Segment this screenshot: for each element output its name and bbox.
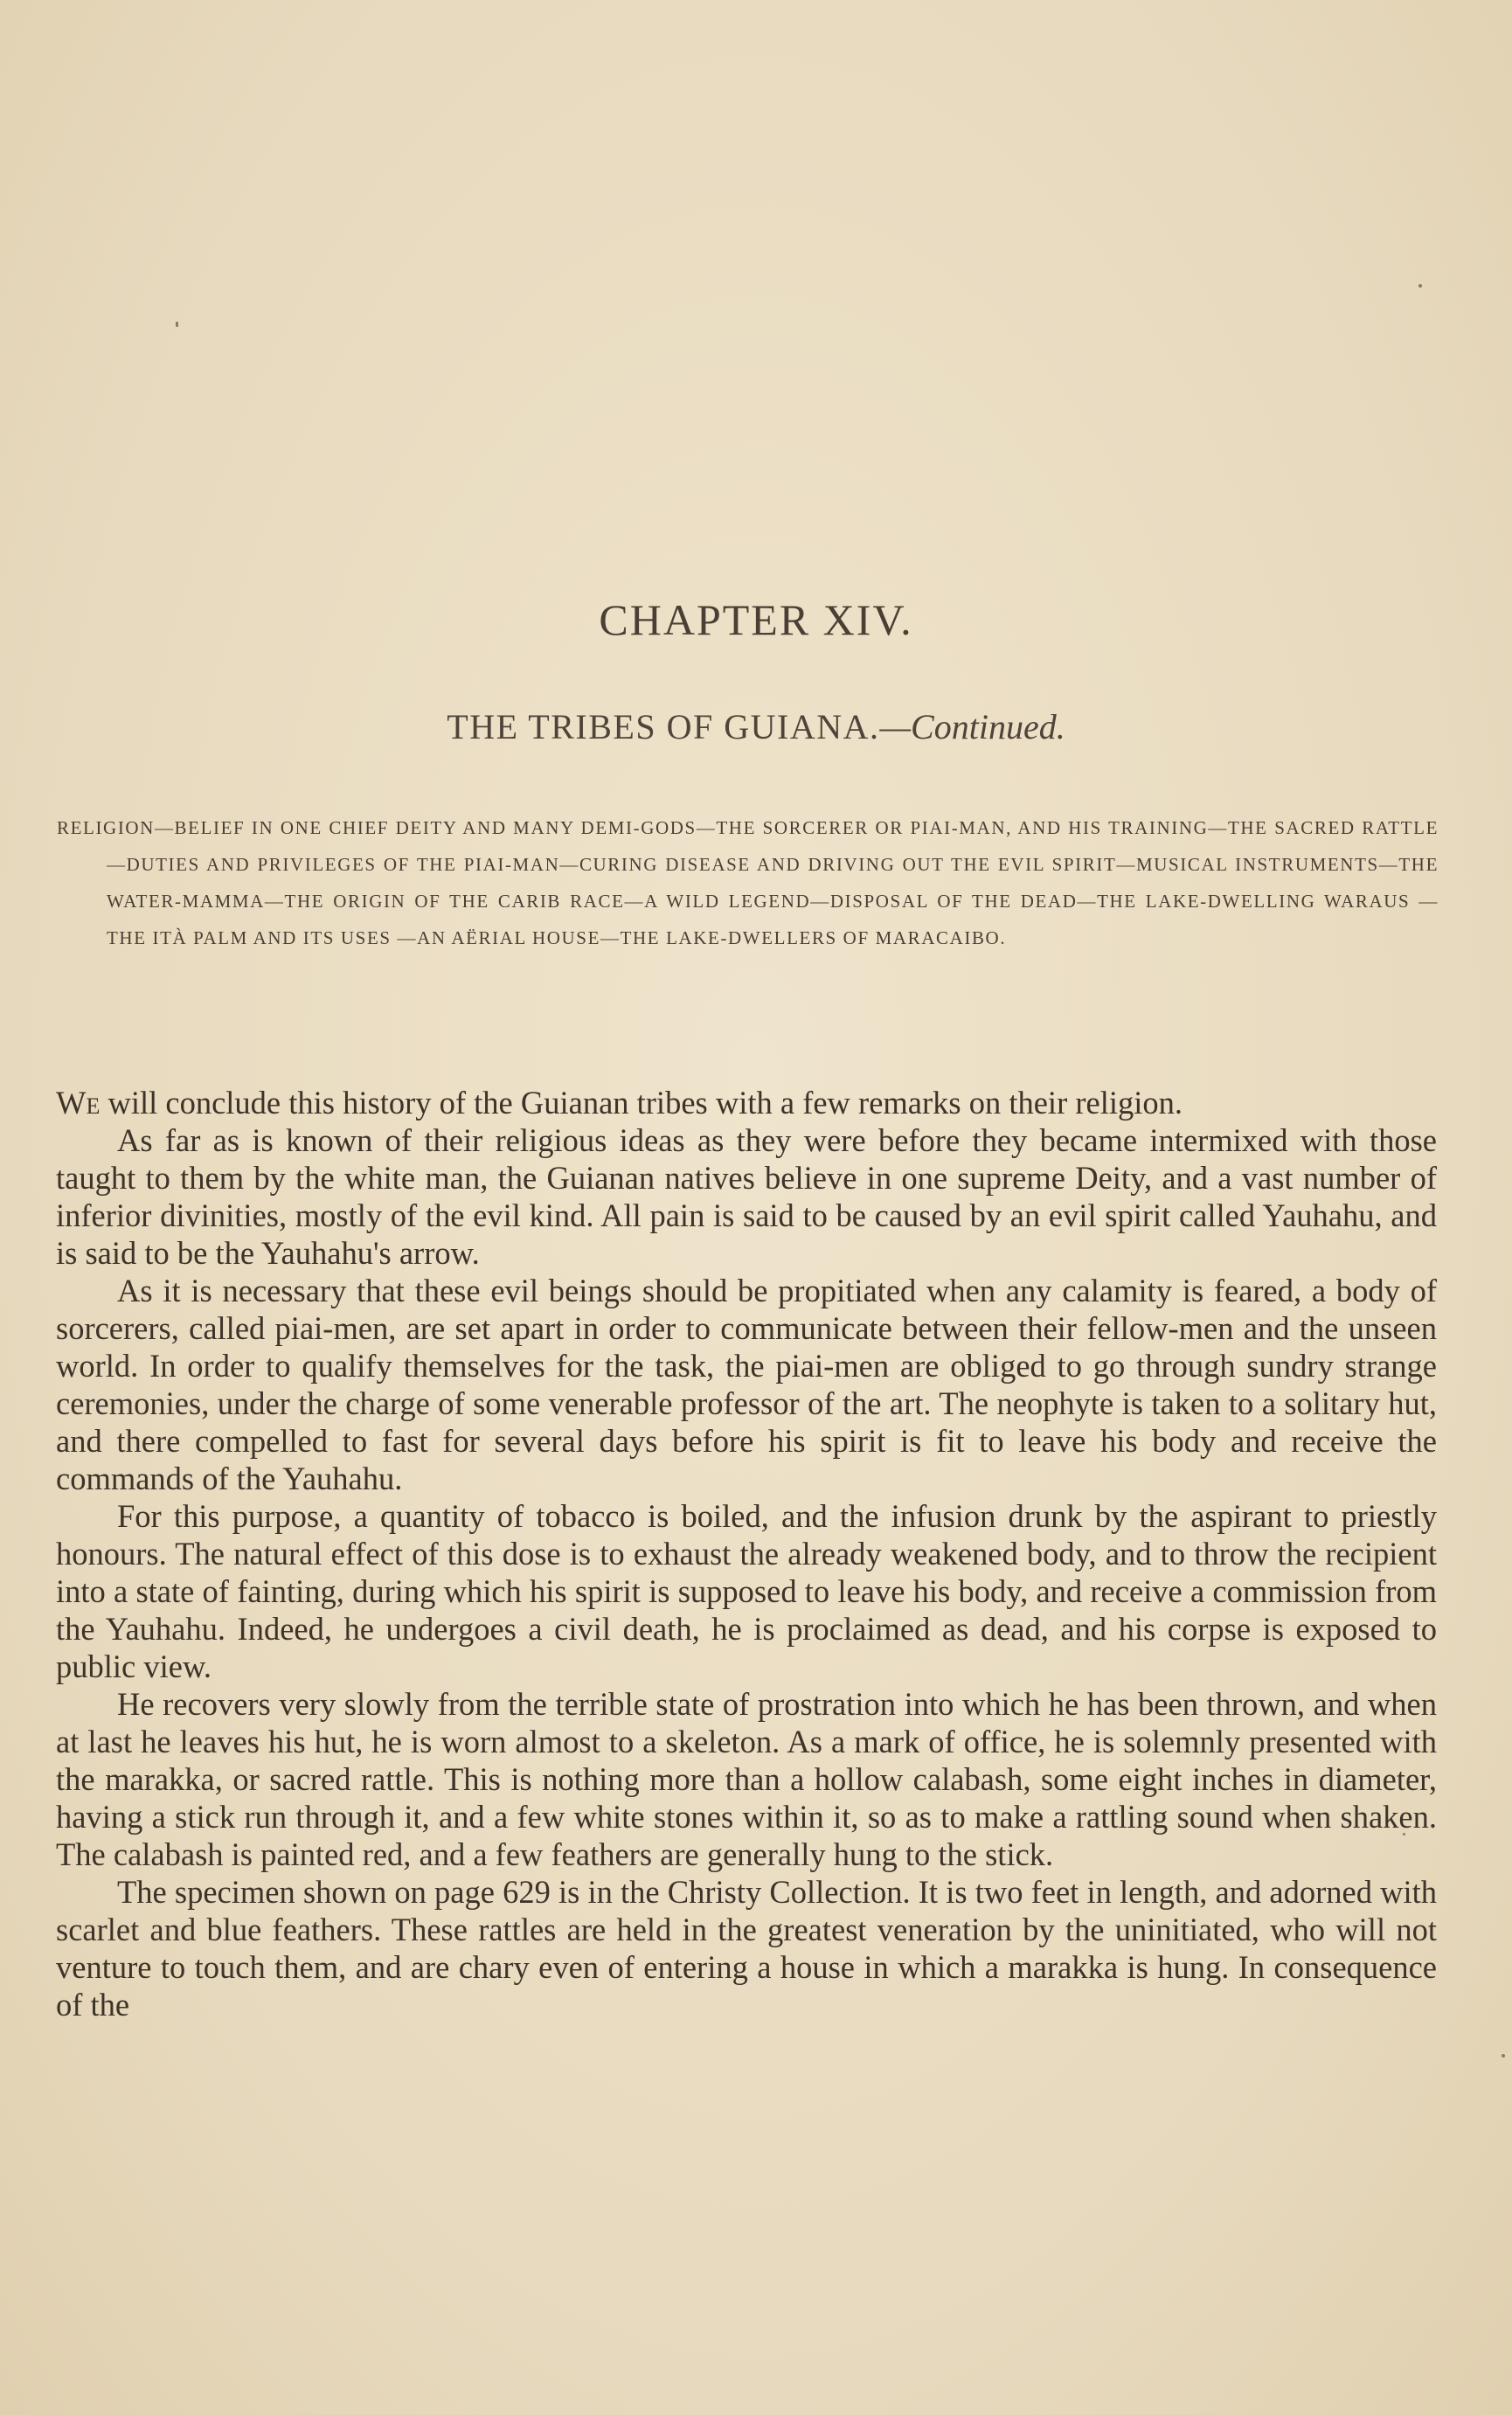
paragraph: For this purpose, a quantity of tobacco is boiled, and the infusion drunk by the aspirant to priestly honours. The natural effect of this dose is to exhaust the already weakened body, and to throw the recipient into a state of fainting, during which his spirit is supposed to leave his body, and receive a commission from the Yauhahu. Indeed, he undergoes a civil death, he is proclaimed as dead, and his corpse is exposed to public view.: [56, 1498, 1437, 1684]
page-speck: [176, 322, 178, 327]
page-speck: [1502, 2054, 1505, 2058]
page-speck: [1418, 284, 1422, 288]
subtitle-text: THE TRIBES OF GUIANA.: [447, 707, 880, 746]
dropcap: We: [56, 1085, 101, 1121]
body-text: [56, 1084, 1437, 2023]
paragraph: As it is necessary that these evil beings should be propitiated when any calamity is feared, a body of sorcerers, called piai-men, are set apart in order to communicate between their fellow-men and the unseen world. In order to qualify themselves for the task, the piai-men are obliged to go through sundry strange ceremonies, under the charge of some venerable professor of the art. The neophyte is taken to a solitary hut, and there compelled to fast for several days before his spirit is fit to leave his body and receive the commands of the Yauhahu.: [56, 1273, 1437, 1496]
subtitle-continued: —Continued.: [879, 707, 1065, 746]
chapter-synopsis: [58, 809, 1439, 956]
chapter-title: CHAPTER XIV.: [599, 595, 913, 644]
paragraph: [56, 1084, 1437, 1121]
synopsis-text: RELIGION—BELIEF IN ONE CHIEF DEITY AND MANY DEMI-GODS—THE SORCERER OR PIAI-MAN, AND HIS TRAINING—THE SACRED RATTLE—DUTIES AND PRIVILEGES OF THE PIAI-MAN—CURING DISEASE AND DRIVING OUT THE EVIL SPIRIT—MUSICAL INSTRUMENTS—THE WATER-MAMMA—THE ORIGIN OF THE CARIB RACE—A WILD LEGEND—DISPOSAL OF THE DEAD—THE LAKE-DWELLING WARAUS — THE ITÀ PALM AND ITS USES —AN AËRIAL HOUSE—THE LAKE-DWELLERS OF MARACAIBO.: [57, 817, 1439, 948]
paragraph: The specimen shown on page 629 is in the Christy Collection. It is two feet in length, and adorned with scarlet and blue feathers. These rattles are held in the greatest veneration by the uninitiated, who will not venture to touch them, and are chary even of entering a house in which a marakka is hung. In consequence of the: [56, 1874, 1437, 2023]
paragraph-text: will conclude this history of the Guianan tribes with a few remarks on their religion.: [100, 1085, 1183, 1121]
chapter-subtitle: [0, 706, 1512, 747]
paragraph: He recovers very slowly from the terrible state of prostration into which he has been thrown, and when at last he leaves his hut, he is worn almost to a skeleton. As a mark of office, he is solemnly presented with the marakka, or sacred rattle. This is nothing more than a hollow calabash, some eight inches in diameter, having a stick run through it, and a few white stones within it, so as to make a rattling sound when shaken. The calabash is painted red, and a few feathers are generally hung to the stick.: [56, 1686, 1437, 1872]
paragraph: As far as is known of their religious ideas as they were before they became intermixed with those taught to them by the white man, the Guianan natives believe in one supreme Deity, and a vast number of inferior divinities, mostly of the evil kind. All pain is said to be caused by an evil spirit called Yauhahu, and is said to be the Yauhahu's arrow.: [56, 1122, 1437, 1271]
